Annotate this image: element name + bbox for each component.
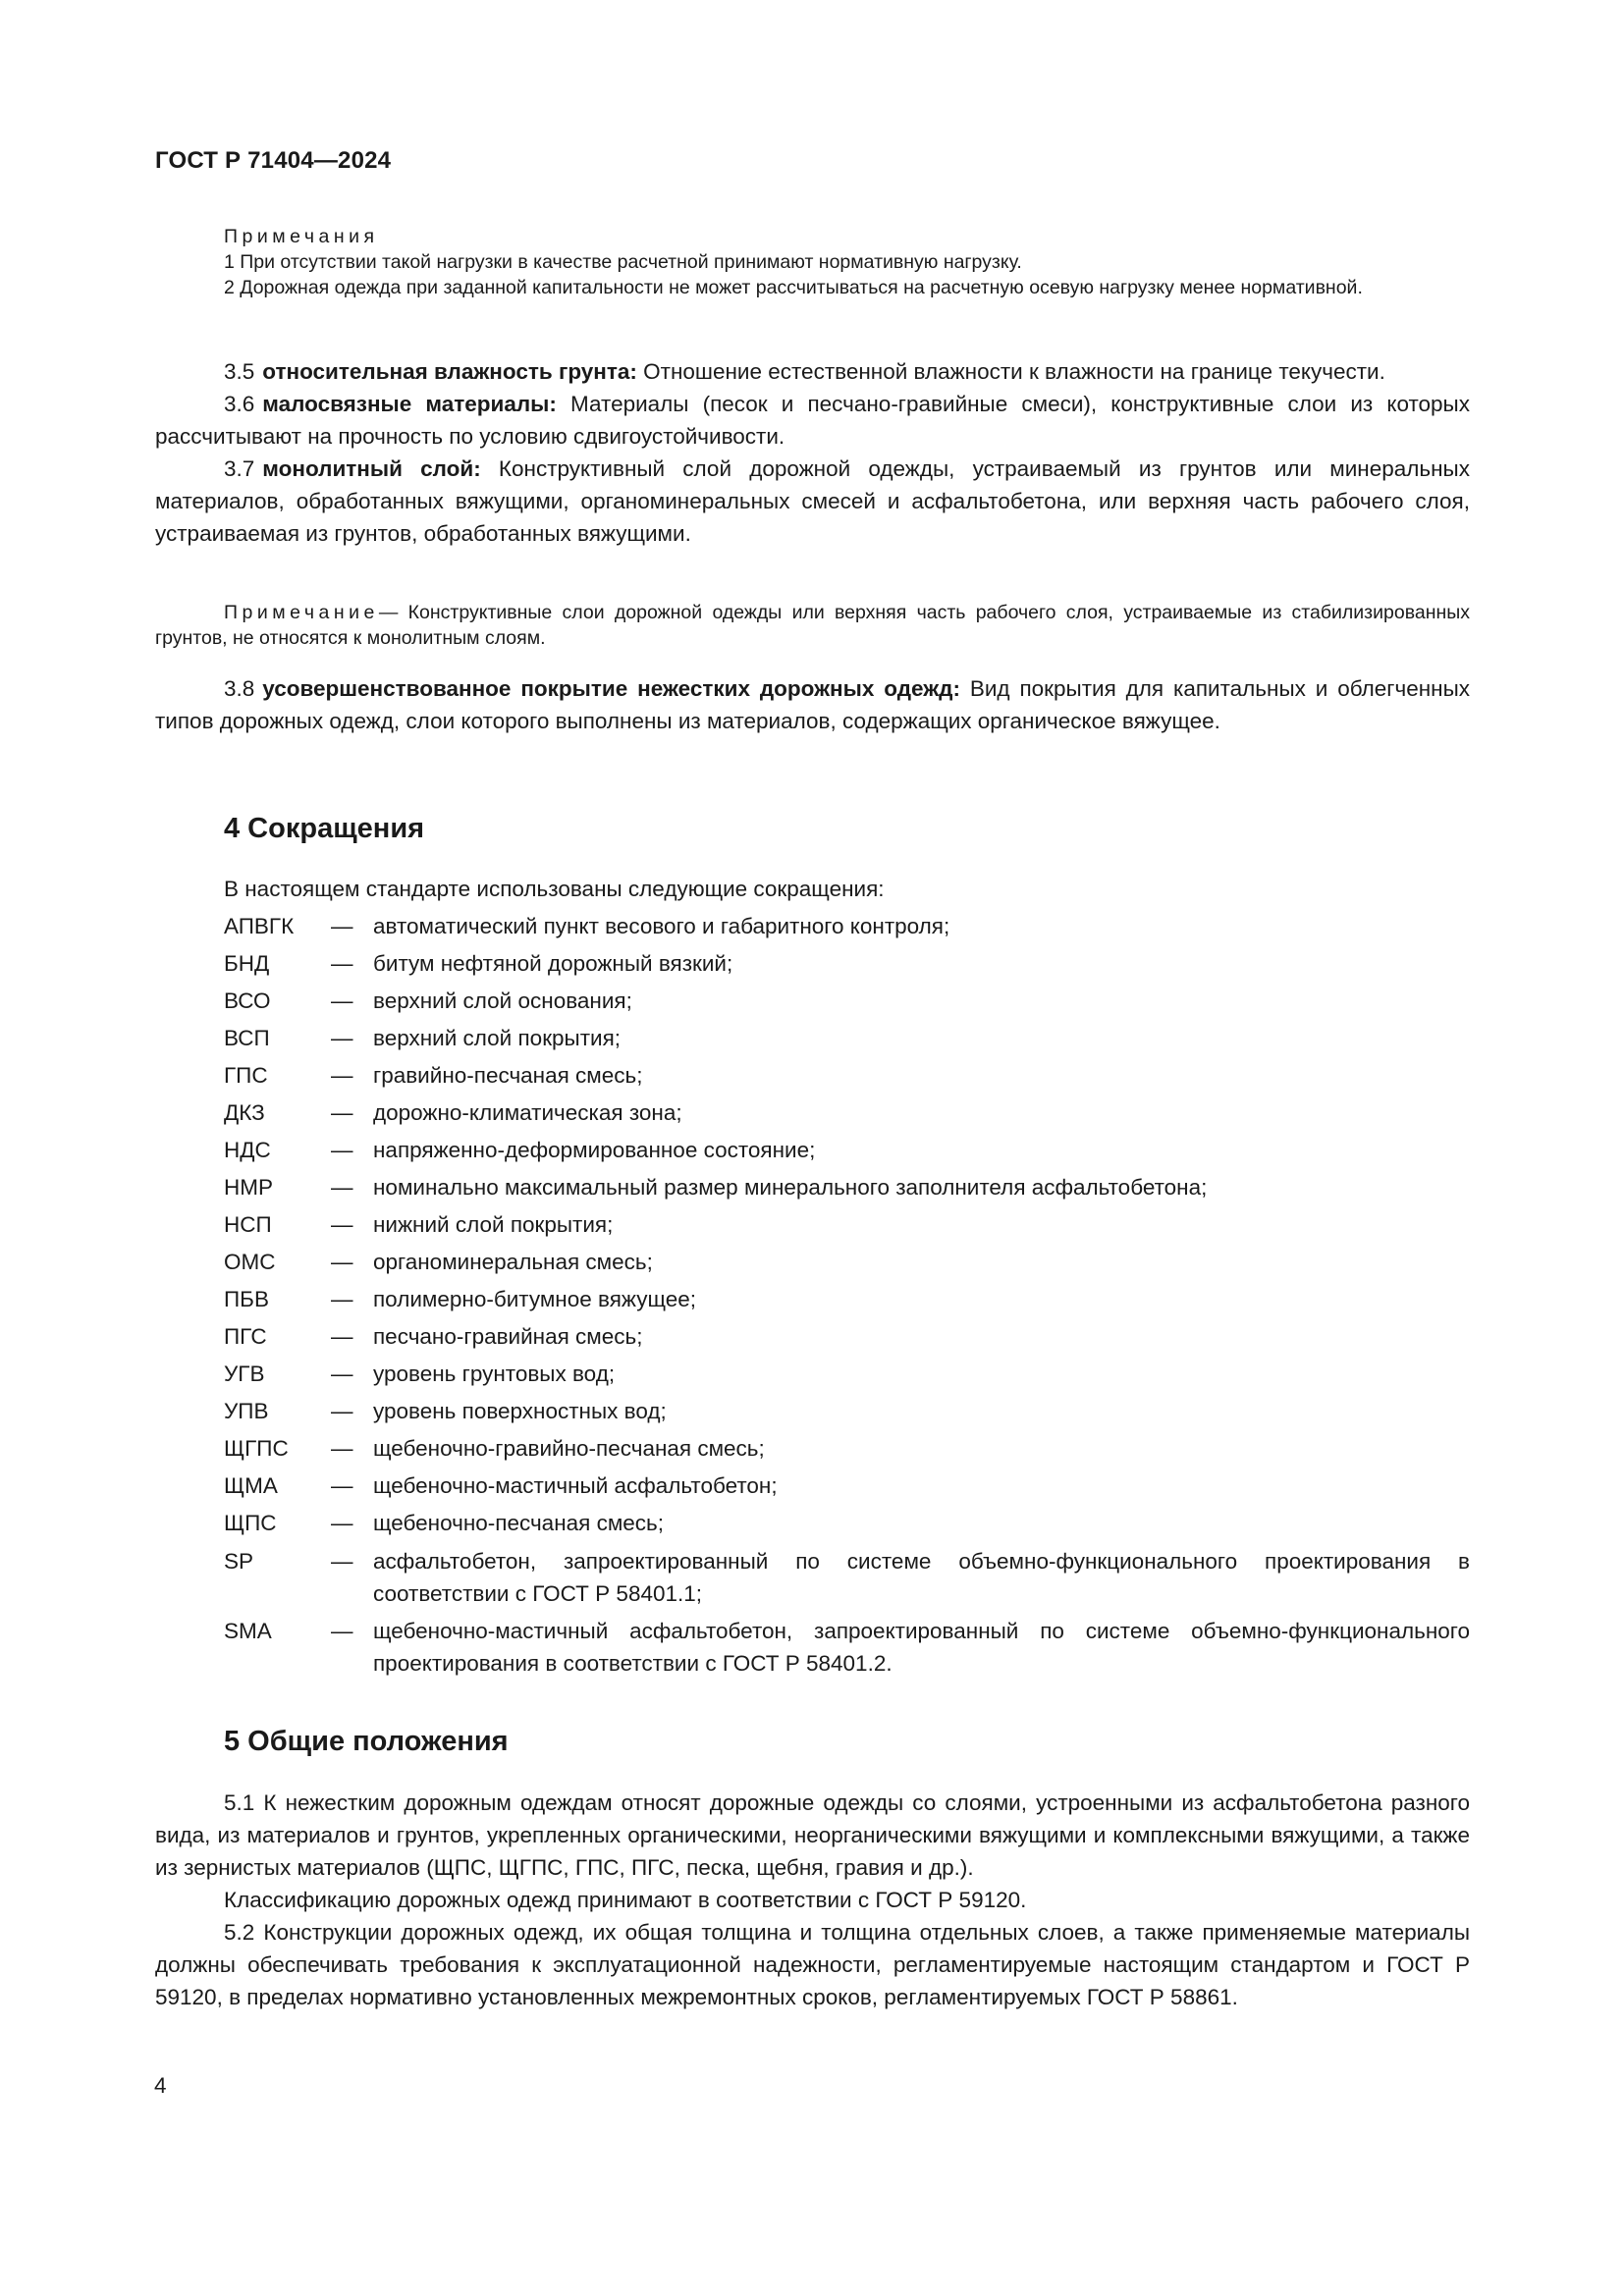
term-label: относительная влажность грунта: (262, 359, 637, 384)
section-5-heading: 5 Общие положения (224, 1726, 509, 1757)
abbreviation-row: БНД — битум нефтяной дорожный вязкий; (224, 951, 733, 976)
definition-3-7: 3.7 монолитный слой: Конструктивный слой дорожной одежды, устраиваемый из грунтов или минеральных материалов, обработанных вяжущими, органоминеральных смесей и асфальтобетона, или верхняя часть рабочего слоя, устраиваемая из грунтов, обработанных вяжущими. (155, 456, 1470, 546)
definitions-block (155, 355, 1470, 550)
abbreviation-row: УГВ — уровень грунтовых вод; (224, 1362, 616, 1386)
page-number: 4 (154, 2073, 167, 2098)
paragraph-classification: Классификацию дорожных одежд принимают в соответствии с ГОСТ Р 59120. (224, 1888, 1027, 1912)
abbreviation-row: ВСО — верхний слой основания; (224, 988, 632, 1013)
note-item-1: 1 При отсутствии такой нагрузки в качестве расчетной принимают нормативную нагрузку. (224, 251, 1022, 273)
paragraph-5-1: 5.1 К нежестким дорожным одеждам относят дорожные одежды со слоями, устроенными из асфальтобетона разного вида, из материалов и грунтов, укрепленных органическими, неорганическими вяжущими и комплексными вяжущими, а также из зернистых материалов (ЩПС, ЩГПС, ГПС, ПГС, песка, щебня, гравия и др.). (155, 1790, 1470, 1880)
abbreviation-row: ПГС — песчано-гравийная смесь; (224, 1324, 643, 1349)
abbreviation-row: ДКЗ — дорожно-климатическая зона; (224, 1100, 682, 1125)
abbreviation-row: НМР — номинально максимальный размер минерального заполнителя асфальтобетона; (224, 1175, 1208, 1200)
section-4-heading: 4 Сокращения (224, 813, 425, 844)
monolithic-layer-note: Примечание— Конструктивные слои дорожной одежды или верхняя часть рабочего слоя, устраиваемые из стабилизированных грунтов, не относятся к монолитным слоям. (155, 602, 1470, 649)
abbreviation-row: АПВГК — автоматический пункт весового и габаритного контроля; (224, 914, 950, 938)
definition-3-8: 3.8 усовершенствованное покрытие нежестких дорожных одежд: Вид покрытия для капитальных и облегченных типов дорожных одежд, слои которого выполнены из материалов, содержащих органическое вяжущее. (155, 676, 1470, 733)
abbreviation-row: SMA — щебеночно-мастичный асфальтобетон, запроектированный по системе объемно-функционального проектирования в соответствии с ГОСТ Р 58401.2. (224, 1619, 1470, 1676)
note-item-2: 2 Дорожная одежда при заданной капитальности не может рассчитываться на расчетную осевую нагрузку менее нормативной. (224, 277, 1363, 298)
note-label: Примечание (224, 602, 379, 623)
term-label: усовершенствованное покрытие нежестких дорожных одежд: (262, 676, 960, 701)
abbreviation-row: ЩГПС — щебеночно-гравийно-песчаная смесь; (224, 1436, 765, 1461)
abbreviation-row: ЩПС — щебеночно-песчаная смесь; (224, 1511, 665, 1535)
document-code-header: ГОСТ Р 71404—2024 (155, 147, 392, 174)
section-5-body (155, 1787, 1470, 2013)
abbreviation-row: SP — асфальтобетон, запроектированный по системе объемно-функционального проектирования в соответствии с ГОСТ Р 58401.1; (224, 1549, 1470, 1606)
abbreviation-row: ВСП — верхний слой покрытия; (224, 1026, 622, 1050)
abbreviation-row: ГПС — гравийно-песчаная смесь; (224, 1063, 643, 1088)
abbreviations-list (224, 908, 1470, 1684)
abbreviation-row: ПБВ — полимерно-битумное вяжущее; (224, 1287, 696, 1311)
abbreviations-intro: В настоящем стандарте использованы следующие сокращения: (224, 877, 885, 901)
abbreviation-row: НСП — нижний слой покрытия; (224, 1212, 614, 1237)
definition-3-5: 3.5 относительная влажность грунта: Отношение естественной влажности к влажности на границе текучести. (224, 359, 1385, 384)
term-label: монолитный слой: (262, 456, 481, 481)
abbreviation-row: ЩМА — щебеночно-мастичный асфальтобетон; (224, 1473, 778, 1498)
definition-3-6: 3.6 малосвязные материалы: Материалы (песок и песчано-гравийные смеси), конструктивные слои из которых рассчитывают на прочность по условию сдвигоустойчивости. (155, 392, 1470, 449)
abbreviation-row: НДС — напряженно-деформированное состояние; (224, 1138, 816, 1162)
abbreviation-row: УПВ — уровень поверхностных вод; (224, 1399, 667, 1423)
notes-title: Примечания (224, 226, 379, 247)
notes-block (155, 224, 1470, 300)
abbreviation-row: ОМС — органоминеральная смесь; (224, 1250, 653, 1274)
term-label: малосвязные материалы: (262, 392, 557, 416)
paragraph-5-2: 5.2 Конструкции дорожных одежд, их общая толщина и толщина отдельных слоев, а также применяемые материалы должны обеспечивать требования к эксплуатационной надежности, регламентируемые настоящим стандартом и ГОСТ Р 59120, в пределах нормативно установленных межремонтных сроков, регламентируемых ГОСТ Р 58861. (155, 1920, 1470, 2009)
